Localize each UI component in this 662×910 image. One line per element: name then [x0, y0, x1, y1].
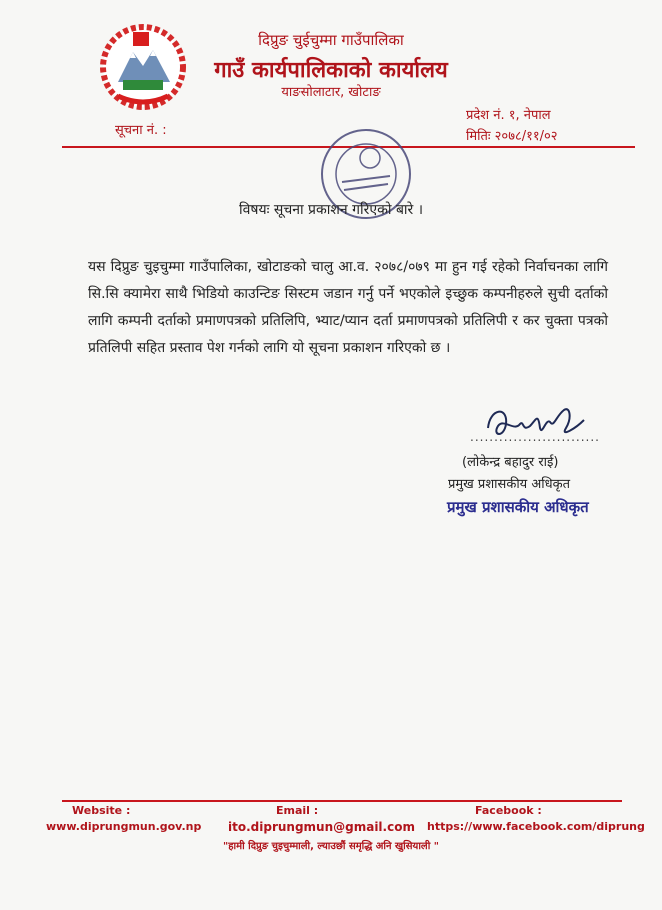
website-link[interactable]: www.diprungmun.gov.np — [46, 820, 202, 833]
email-label: Email : — [276, 804, 319, 817]
office-address: याङसोलाटार, खोटाङ — [281, 85, 381, 100]
office-title: गाउँ कार्यपालिकाको कार्यालय — [214, 58, 448, 83]
province: प्रदेश नं. १, नेपाल — [466, 108, 551, 123]
designation-stamp: प्रमुख प्रशासकीय अधिकृत — [447, 498, 589, 516]
signatory-name: (लोकेन्द्र बहादुर राई) — [462, 455, 559, 470]
slogan: "हामी दिप्रुङ चुइचुम्माली, ल्याउछौं समृद्धि अनि खुसियाली " — [223, 841, 439, 852]
website-label: Website : — [72, 804, 131, 817]
footer-divider — [62, 800, 622, 802]
signatory-title: प्रमुख प्रशासकीय अधिकृत — [448, 477, 571, 492]
facebook-label: Facebook : — [475, 804, 542, 817]
facebook-link[interactable]: https://www.facebook.com/diprung — [427, 820, 645, 833]
notice-body: यस दिप्रुङ चुइचुम्मा गाउँपालिका, खोटाङको चालु आ.व. २०७८/०७९ मा हुन गई रहेको निर्वाचनका लागि सि.सि क्यामेरा साथै भिडियो काउन्टिङ सिस्टम जडान गर्नु पर्ने भएकोले इच्छुक कम्पनीहरुले सुची दर्ताको लागि कम्पनी दर्ताको प्रमाणपत्रको प्रतिलिपि, भ्याट/प्यान दर्ता प्रमाणपत्रको प्रतिलिपी र कर चुक्ता पत्रको प्रतिलिपी सहित प्रस्ताव पेश गर्नको लागि यो सूचना प्रकाशन गरिएको छ । — [88, 259, 608, 356]
rural-municipality-name: दिप्रुङ चुईचुम्मा गाउँपालिका — [258, 31, 404, 49]
signature-line: ........................... — [470, 430, 600, 444]
email-link[interactable]: ito.diprungmun@gmail.com — [228, 820, 415, 834]
date: मितिः २०७८/११/०२ — [466, 129, 558, 144]
notice-number: सूचना नं. : — [115, 123, 167, 138]
subject-line: विषयः सूचना प्रकाशन गरिएको बारे । — [238, 202, 424, 218]
